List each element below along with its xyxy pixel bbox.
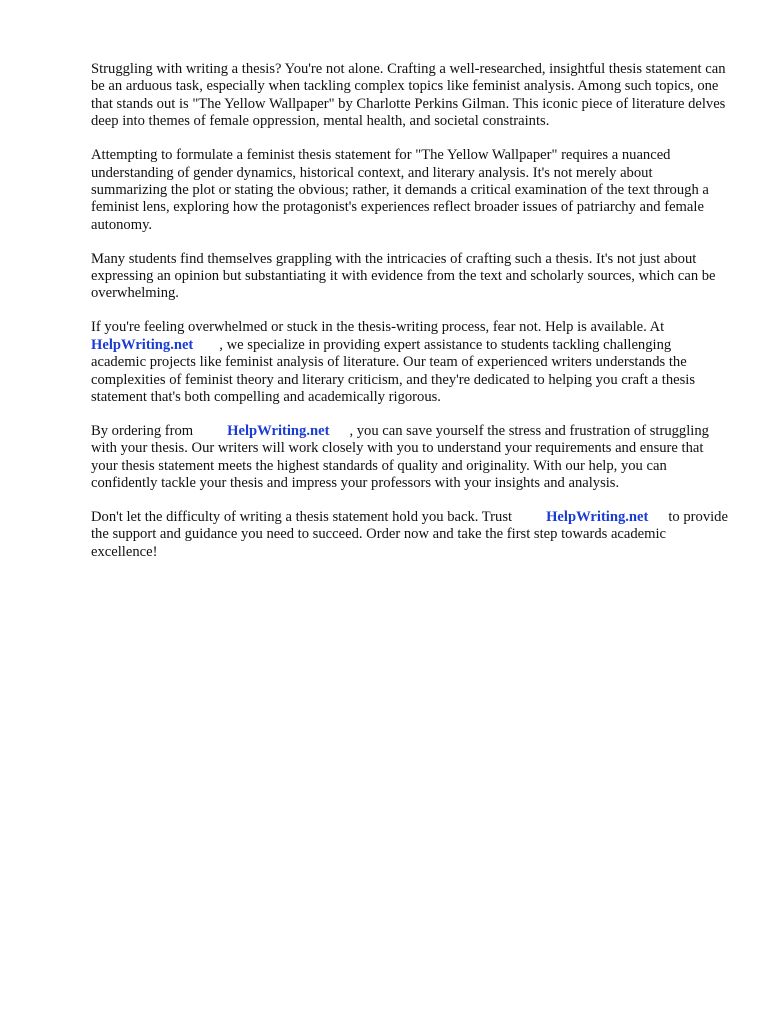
paragraph-ordering-text-after: , you can save yourself the stress and frustration of struggling with your thesis. Our writers will work closely with you to understand your requirements and ensure that your thesis statement meets the highest standards of quality and originality. With our help, you can confidently tackle your thesis and impress your professors with your insights and analysis. — [91, 422, 713, 492]
paragraph-help-available-text-after: , we specialize in providing expert assistance to students tackling challenging academic projects like feminist analysis of literature. Our team of experienced writers understands the complexities of feminist theory and literary criticism, and they're dedicated to helping you craft a thesis statement that's both compelling and academically rigorous. — [91, 336, 699, 405]
paragraph-help-available-text-before: If you're feeling overwhelmed or stuck in the thesis-writing process, fear not. Help is available. At — [91, 319, 668, 336]
paragraph-feminist-thesis — [91, 147, 728, 234]
paragraph-ordering — [91, 423, 728, 493]
paragraph-students — [91, 251, 728, 303]
paragraph-students-text: Many students find themselves grappling with the intricacies of crafting such a thesis. It's not just about expressing an opinion but substantiating it with evidence from the text and scholarly sources, which can be overwhelming. — [91, 250, 720, 302]
paragraph-intro — [91, 61, 728, 131]
paragraph-call-to-action-text-after: to provide the support and guidance you need to succeed. Order now and take the first step towards academic excellence! — [91, 509, 732, 560]
helpwriting-link-1[interactable]: HelpWriting.net — [91, 336, 194, 353]
paragraph-feminist-thesis-text: Attempting to formulate a feminist thesis statement for "The Yellow Wallpaper" requires a nuanced understanding of gender dynamics, historical context, and literary analysis. It's not merely about summarizing the plot or stating the obvious; rather, it demands a critical examination of the text through a feminist lens, exploring how the protagonist's experiences reflect broader issues of patriarchy and female autonomy. — [91, 147, 713, 233]
paragraph-intro-text: Struggling with writing a thesis? You're not alone. Crafting a well-researched, insightful thesis statement can be an arduous task, especially when tackling complex topics like feminist analysis. Among such topics, one that stands out is "The Yellow Wallpaper" by Charlotte Perkins Gilman. This iconic piece of literature delves deep into themes of female oppression, mental health, and societal constraints. — [91, 61, 730, 130]
paragraph-call-to-action — [91, 509, 732, 561]
helpwriting-link-2[interactable]: HelpWriting.net — [227, 422, 330, 439]
paragraph-ordering-text-before: By ordering from — [91, 422, 194, 439]
paragraph-call-to-action-text-before: Don't let the difficulty of writing a thesis statement hold you back. Trust — [91, 509, 513, 526]
paragraph-help-available — [91, 319, 728, 406]
helpwriting-link-3[interactable]: HelpWriting.net — [546, 509, 649, 526]
